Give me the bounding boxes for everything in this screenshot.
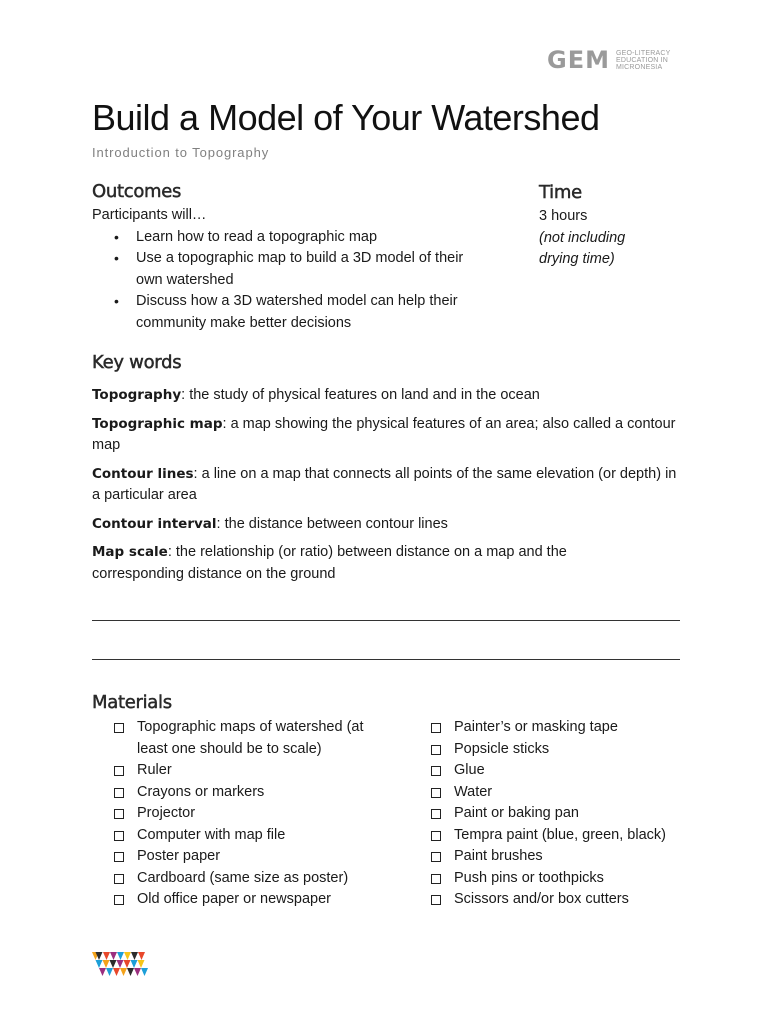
material-item [431, 782, 691, 804]
page-subtitle: Introduction to Topography [92, 145, 270, 160]
checkbox-icon[interactable] [114, 809, 124, 819]
keywords-section [92, 385, 687, 592]
keyword-definition: : the distance between contour lines [216, 515, 448, 532]
material-label: Tempra paint (blue, green, black) [454, 826, 666, 843]
material-label: Glue [454, 762, 485, 778]
checkbox-icon[interactable] [431, 809, 441, 819]
checkbox-icon[interactable] [431, 874, 441, 884]
divider-line [92, 659, 680, 660]
keyword-term: Topographic map [92, 415, 223, 432]
keyword-definition: : the relationship (or ratio) between distance on a map and the corresponding distance on the ground [92, 544, 567, 582]
material-label: Poster paper [137, 848, 221, 864]
divider-line [92, 620, 680, 621]
material-label: Crayons or markers [137, 783, 265, 800]
keyword-definition: : a map showing the physical features of an area; also called a contour map [92, 415, 676, 453]
materials-list [114, 717, 374, 911]
material-item [431, 760, 691, 782]
checkbox-icon[interactable] [114, 766, 124, 776]
checkbox-icon[interactable] [431, 831, 441, 841]
material-item [114, 825, 374, 847]
material-item [114, 803, 374, 825]
outcomes-heading: Outcomes [92, 181, 182, 202]
material-label: Paint or baking pan [454, 805, 579, 821]
material-item [431, 846, 691, 868]
checkbox-icon[interactable] [114, 874, 124, 884]
time-heading: Time [539, 182, 582, 203]
material-item [114, 717, 374, 760]
checkbox-icon[interactable] [431, 766, 441, 776]
material-item [114, 782, 374, 804]
checkbox-icon[interactable] [431, 852, 441, 862]
material-item [114, 760, 374, 782]
materials-heading: Materials [92, 692, 172, 713]
keyword-term: Contour interval [92, 515, 217, 532]
outcomes-intro: Participants will… [92, 207, 207, 223]
material-item [431, 803, 691, 825]
materials-left-column [114, 717, 374, 911]
keyword-term: Map scale [92, 544, 168, 560]
materials-right-column [431, 717, 691, 911]
keyword-term: Contour lines [92, 465, 194, 482]
checkbox-icon[interactable] [431, 745, 441, 755]
keyword-term: Topography [92, 387, 182, 403]
time-section [539, 206, 679, 271]
keyword-entry [92, 414, 687, 457]
checkbox-icon[interactable] [114, 852, 124, 862]
material-label: Push pins or toothpicks [454, 869, 604, 886]
checkbox-icon[interactable] [431, 723, 441, 733]
checkbox-icon[interactable] [431, 788, 441, 798]
checkbox-icon[interactable] [114, 788, 124, 798]
gem-logo [547, 46, 671, 74]
checkbox-icon[interactable] [114, 895, 124, 905]
material-item [431, 739, 691, 761]
checkbox-icon[interactable] [114, 723, 124, 733]
outcomes-section [92, 205, 502, 334]
outcomes-list [92, 227, 502, 335]
keyword-definition: : a line on a map that connects all points of the same elevation (or depth) in a particular area [92, 465, 677, 503]
material-label: Painter’s or masking tape [454, 719, 618, 735]
material-label: Scissors and/or box cutters [454, 891, 629, 907]
time-note: (not including drying time) [539, 229, 626, 267]
material-label: Paint brushes [454, 848, 543, 864]
page-title: Build a Model of Your Watershed [92, 97, 600, 138]
logo-line: GEO-LITERACY [615, 49, 671, 57]
keyword-entry [92, 385, 687, 407]
logo-line: EDUCATION IN [615, 56, 669, 64]
material-label: Computer with map file [137, 826, 286, 843]
material-item [431, 825, 691, 847]
time-value: 3 hours [539, 208, 588, 224]
keyword-entry [92, 464, 687, 507]
material-label: Projector [137, 805, 196, 821]
material-item [431, 717, 691, 739]
keyword-entry [92, 514, 687, 536]
logo-line: MICRONESIA [615, 63, 663, 71]
material-item [114, 889, 374, 911]
material-item [431, 868, 691, 890]
keyword-entry [92, 542, 592, 585]
material-item [431, 889, 691, 911]
gem-logo-text [616, 50, 671, 71]
materials-list [431, 717, 691, 911]
material-label: Water [454, 783, 493, 800]
footer-triangle-logo [92, 950, 148, 978]
keywords-heading: Key words [92, 352, 182, 373]
material-label: Old office paper or newspaper [137, 891, 331, 907]
checkbox-icon[interactable] [431, 895, 441, 905]
material-item [114, 868, 374, 890]
gem-logo-mark: GEM [547, 46, 610, 74]
material-label: Topographic maps of watershed (at least one should be to scale) [137, 719, 364, 757]
keyword-definition: : the study of physical features on land and in the ocean [181, 387, 540, 403]
checkbox-icon[interactable] [114, 831, 124, 841]
outcome-item: • Learn how to read a topographic map [114, 227, 502, 249]
outcome-item: • Discuss how a 3D watershed model can help their community make better decisions [114, 291, 471, 334]
outcome-item: • Use a topographic map to build a 3D model of their own watershed [114, 248, 471, 291]
material-label: Ruler [137, 762, 172, 778]
material-item [114, 846, 374, 868]
material-label: Popsicle sticks [454, 740, 550, 757]
material-label: Cardboard (same size as poster) [137, 869, 349, 886]
